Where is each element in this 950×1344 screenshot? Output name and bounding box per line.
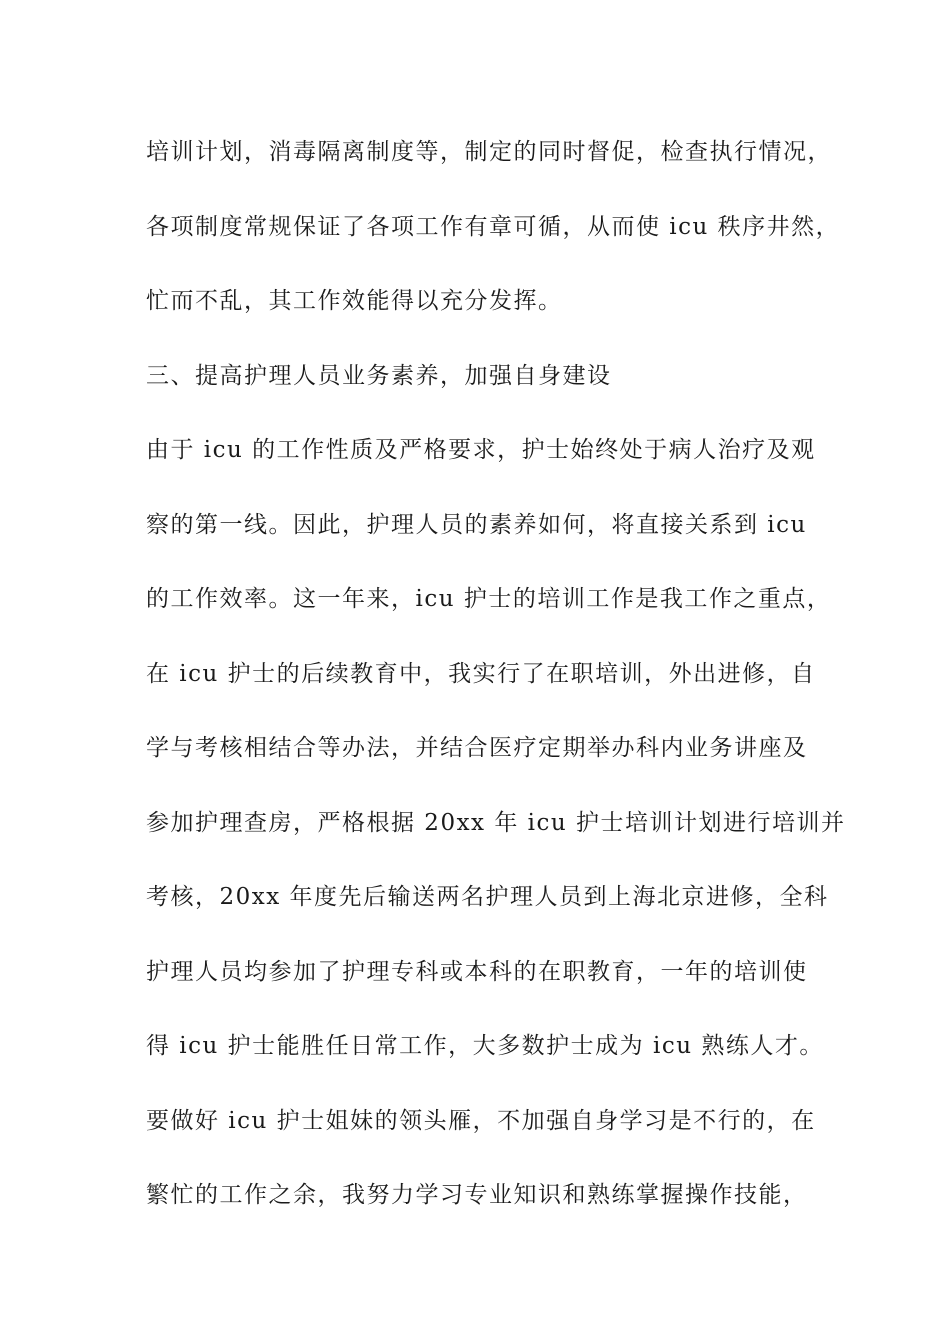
text-line-3: 忙而不乱，其工作效能得以充分发挥。 xyxy=(146,288,563,314)
text-line-1: 培训计划，消毒隔离制度等，制定的同时督促，检查执行情况， xyxy=(146,139,832,165)
text-line-12: 护理人员均参加了护理专科或本科的在职教育，一年的培训使 xyxy=(146,959,808,985)
section-heading: 三、提高护理人员业务素养，加强自身建设 xyxy=(146,363,612,389)
text-line-2: 各项制度常规保证了各项工作有章可循，从而使 icu 秩序井然， xyxy=(146,214,841,240)
text-line-11: 考核，20xx 年度先后输送两名护理人员到上海北京进修，全科 xyxy=(146,884,829,910)
text-line-13: 得 icu 护士能胜任日常工作，大多数护士成为 icu 熟练人才。 xyxy=(146,1033,824,1059)
text-line-7: 的工作效率。这一年来，icu 护士的培训工作是我工作之重点， xyxy=(146,586,832,612)
text-line-15: 繁忙的工作之余，我努力学习专业知识和熟练掌握操作技能， xyxy=(146,1182,808,1208)
text-line-8: 在 icu 护士的后续教育中，我实行了在职培训，外出进修，自 xyxy=(146,661,816,687)
text-line-14: 要做好 icu 护士姐妹的领头雁，不加强自身学习是不行的，在 xyxy=(146,1108,816,1134)
text-line-5: 由于 icu 的工作性质及严格要求，护士始终处于病人治疗及观 xyxy=(146,437,816,463)
text-line-9: 学与考核相结合等办法，并结合医疗定期举办科内业务讲座及 xyxy=(146,735,808,761)
text-line-10: 参加护理查房，严格根据 20xx 年 icu 护士培训计划进行培训并 xyxy=(146,810,846,836)
text-line-6: 察的第一线。因此，护理人员的素养如何，将直接关系到 icu xyxy=(146,512,807,538)
